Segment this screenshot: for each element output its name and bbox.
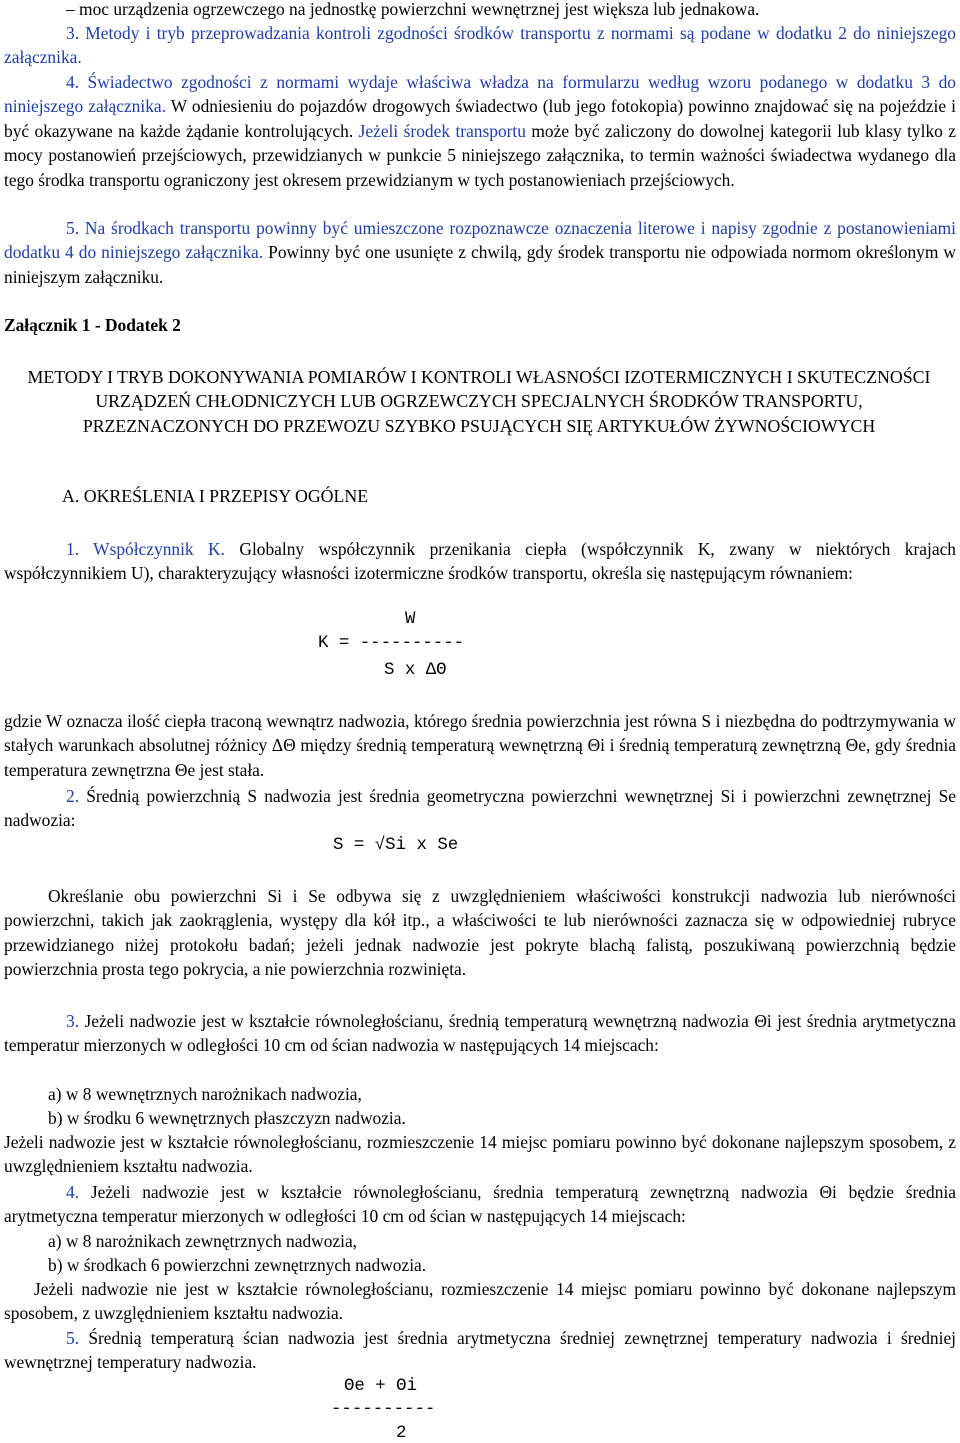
item-3 xyxy=(4,1009,956,1058)
formula-s: S = √Si x Se xyxy=(333,836,459,855)
item-2-text: Średnią powierzchnią S nadwozia jest średnia geometryczna powierzchni wewnętrznej Si i powierzchni zewnętrznej Se nadwozia: xyxy=(4,786,956,831)
formula-k-denominator: S x ΔΘ xyxy=(384,661,447,680)
item-3-list-b: b) w środku 6 wewnętrznych płaszczyzn nadwozia. xyxy=(48,1108,406,1128)
item-4-after: Jeżeli nadwozie nie jest w kształcie równoległościanu, rozmieszczenie 14 miejsc pomiaru powinno być dokonane najlepszym sposobem, z uwzględnieniem kształtu nadwozia. xyxy=(4,1279,956,1324)
paragraph-4-lead: 4. Świadectwo zgodności z normami wydaje właściwa władza na formularzu według wzoru podanego w dodatku 3 do niniejszego załącznika. xyxy=(4,72,956,117)
item-4-list-b: b) w środkach 6 powierzchni zewnętrznych nadwozia. xyxy=(48,1255,427,1275)
paragraph-3-text: 3. Metody i tryb przeprowadzania kontroli zgodności środków transportu z normami są podane w dodatku 2 do niniejszego załącznika. xyxy=(4,23,956,68)
paragraph-5-rest: Powinny być one usunięte z chwilą, gdy środek transportu nie odpowiada normom określonym w niniejszym załączniku. xyxy=(4,242,956,287)
item-3-after: Jeżeli nadwozie jest w kształcie równoległościanu, rozmieszczenie 14 miejsc pomiaru powinno być dokonane najlepszym sposobem, z uwzględnieniem kształtu nadwozia. xyxy=(4,1132,956,1177)
item-4-text: Jeżeli nadwozie jest w kształcie równoległościanu, średnia temperaturą zewnętrzną nadwozia Θi będzie średnia arytmetyczna temperatur mierzonych w odległości 10 cm od ścian w następujących 14 miejscach: xyxy=(4,1182,956,1227)
section-a-heading: A. OKREŚLENIA I PRZEPISY OGÓLNE xyxy=(62,486,369,506)
paragraph-4-tail-blue: Jeżeli środek transportu xyxy=(353,120,526,141)
bullet-line xyxy=(4,0,956,21)
item-5-text: Średnią temperaturą ścian nadwozia jest średnia arytmetyczna średniej zewnętrznej temperatury nadwozia i średniej wewnętrznej temperatury nadwozia. xyxy=(4,1328,956,1373)
formula-k-numerator: W xyxy=(405,610,416,629)
item-3-list-a: a) w 8 wewnętrznych narożnikach nadwozia, xyxy=(48,1084,362,1104)
bullet-line-text: – moc urządzenia ogrzewczego na jednostkę powierzchni wewnętrznej jest większa lub jednakowa. xyxy=(66,0,760,19)
item-1-text: Globalny współczynnik przenikania ciepła (współczynnik K, zwany w niektórych krajach współczynnikiem U), charakteryzujący własności izotermiczne środków transportu, określa się następującym równaniem: xyxy=(4,539,956,584)
item-5-label: 5. xyxy=(66,1328,80,1348)
item-1 xyxy=(4,537,956,586)
formula-k-lhs: K = ---------- xyxy=(318,634,465,653)
document-title: METODY I TRYB DOKONYWANIA POMIARÓW I KONTROLI WŁASNOŚCI IZOTERMICZNYCH I SKUTECZNOŚCI URZĄDZEŃ CHŁODNICZYCH LUB OGRZEWCZYCH SPECJALNYCH ŚRODKÓW TRANSPORTU, PRZEZNACZONYCH DO PRZEWOZU SZYBKO PSUJĄCYCH SIĘ ARTYKUŁÓW ŻYWNOŚCIOWYCH xyxy=(27,367,931,436)
item-1-label: 1. Współczynnik K. xyxy=(66,539,225,559)
paragraph-5 xyxy=(4,216,956,289)
formula-avg-numerator: Θe + Θi xyxy=(344,1377,418,1396)
item-4-label: 4. xyxy=(66,1182,80,1202)
annex-heading: Załącznik 1 - Dodatek 2 xyxy=(4,315,181,335)
gdzie-paragraph: gdzie W oznacza ilość ciepła traconą wewnątrz nadwozia, którego średnia powierzchnia jest równa S i niezbędna do podtrzymywania w stałych warunkach absolutnej różnicy ΔΘ między średnią temperaturą wewnętrzną Θi i średnią temperaturą zewnętrzną Θe, gdy średnia temperatura zewnętrzna Θe jest stała. xyxy=(4,711,956,780)
item-4-list-a: a) w 8 narożnikach zewnętrznych nadwozia, xyxy=(48,1231,358,1251)
item-5 xyxy=(4,1326,956,1375)
paragraph-5-lead: 5. Na środkach transportu powinny być umieszczone rozpoznawcze oznaczenia literowe i napisy zgodnie z postanowieniami dodatku 4 do niniejszego załącznika. xyxy=(4,218,956,263)
item-4 xyxy=(4,1180,956,1229)
paragraph-4 xyxy=(4,70,956,192)
paragraph-4-rest: W odniesieniu do pojazdów drogowych świadectwo (lub jego fotokopia) powinno znajdować się na pojeździe i być okazywane na każde żądanie kontrolujących. xyxy=(4,96,956,141)
formula-avg-denominator: 2 xyxy=(396,1424,407,1443)
okreslanie-paragraph: Określanie obu powierzchni Si i Se odbywa się z uwzględnieniem właściwości konstrukcji nadwozia lub nierówności powierzchni, takich jak zaokrąglenia, występy dla kół itp., a właściwości te lub nierówności zaznacza się w odpowiedniej rubryce przewidzianego niżej protokołu badań; jeżeli jednak nadwozie jest pokryte blachą falistą, poszukiwaną powierzchnią będzie powierzchnia prosta tego pokrycia, a nie powierzchnia rozwinięta. xyxy=(4,886,956,980)
item-3-label: 3. xyxy=(66,1011,80,1031)
paragraph-3 xyxy=(4,21,956,70)
item-2 xyxy=(4,784,956,833)
paragraph-4-tail: może być zaliczony do dowolnej kategorii lub klasy tylko z mocy postanowień przejściowych, przewidzianych w punkcie 5 niniejszego załącznika, to termin ważności świadectwa wydanego dla tego środka transportu ograniczony jest okresem przewidzianym w tych postanowieniach przejściowych. xyxy=(4,120,956,190)
item-3-text: Jeżeli nadwozie jest w kształcie równoległościanu, średnią temperaturą wewnętrzną nadwozia Θi jest średnia arytmetyczna temperatur mierzonych w odległości 10 cm od ścian nadwozia w następujących 14 miejscach: xyxy=(4,1011,956,1056)
formula-avg-line: ---------- xyxy=(331,1400,436,1419)
item-2-label: 2. xyxy=(66,786,80,806)
